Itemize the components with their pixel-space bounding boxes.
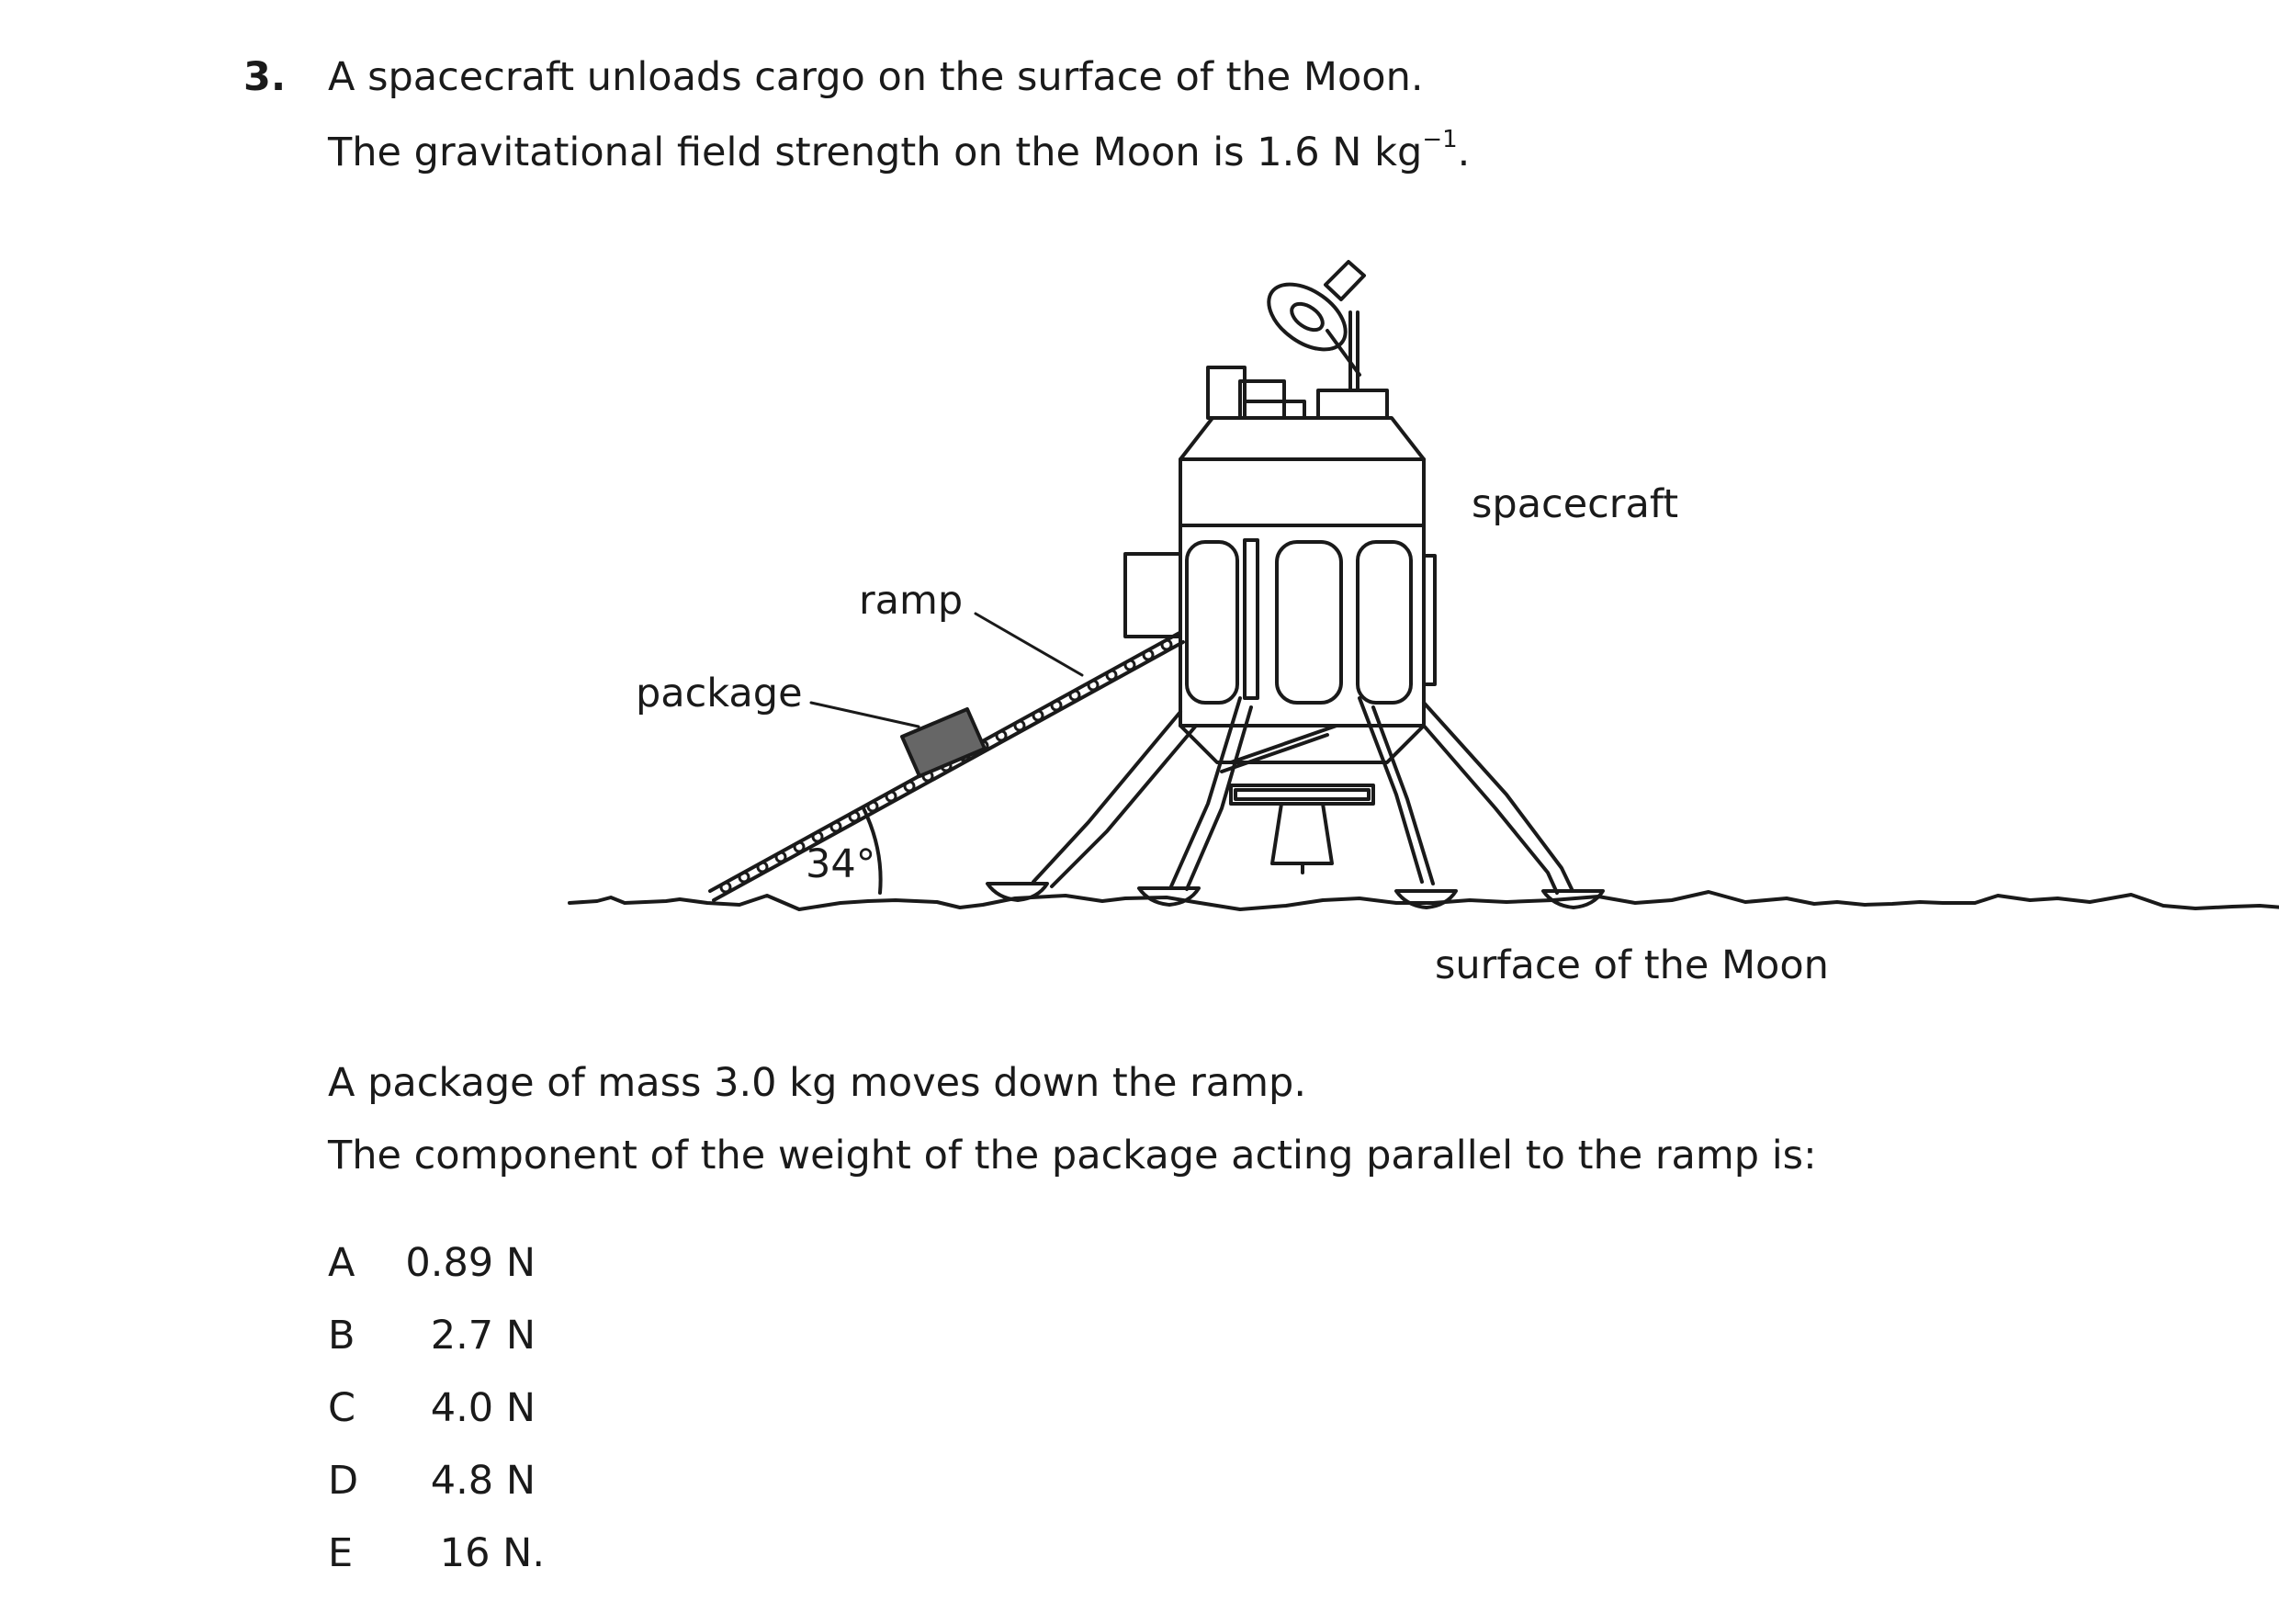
option-value: 4.8 N: [430, 1458, 536, 1504]
question-body-line2: The component of the weight of the package acting parallel to the ramp is:: [328, 1133, 1817, 1179]
question-intro-line1: A spacecraft unloads cargo on the surface of the Moon.: [328, 54, 1424, 100]
question-number: 3.: [243, 54, 287, 100]
package-label: package: [636, 671, 803, 716]
question-body-line1: A package of mass 3.0 kg moves down the ramp.: [328, 1060, 1307, 1106]
foot-3: [1396, 891, 1456, 908]
option-letter: B: [328, 1313, 355, 1359]
gravity-statement: The gravitational field strength on the Moon is 1.6 N kg: [328, 130, 1423, 175]
option-value: 4.0 N: [430, 1385, 536, 1431]
package-block: [902, 709, 985, 776]
option-value: 2.7 N: [430, 1313, 536, 1359]
spacecraft-label: spacecraft: [1472, 481, 1679, 527]
surface-label: surface of the Moon: [1435, 942, 1829, 988]
package-leader-line: [811, 703, 919, 727]
ramp-label: ramp: [859, 578, 964, 624]
option-value: 16 N.: [439, 1530, 545, 1576]
ramp-leader-line: [976, 614, 1082, 675]
option-value: 0.89 N: [405, 1240, 536, 1286]
option-letter: E: [328, 1530, 354, 1576]
spacecraft: [987, 262, 1603, 908]
option-letter: D: [328, 1458, 359, 1504]
unit-exponent: −1: [1422, 126, 1458, 153]
option-letter: A: [328, 1240, 355, 1286]
option-letter: C: [328, 1385, 356, 1431]
angle-label: 34°: [806, 841, 876, 887]
gravity-statement-end: .: [1457, 130, 1471, 175]
